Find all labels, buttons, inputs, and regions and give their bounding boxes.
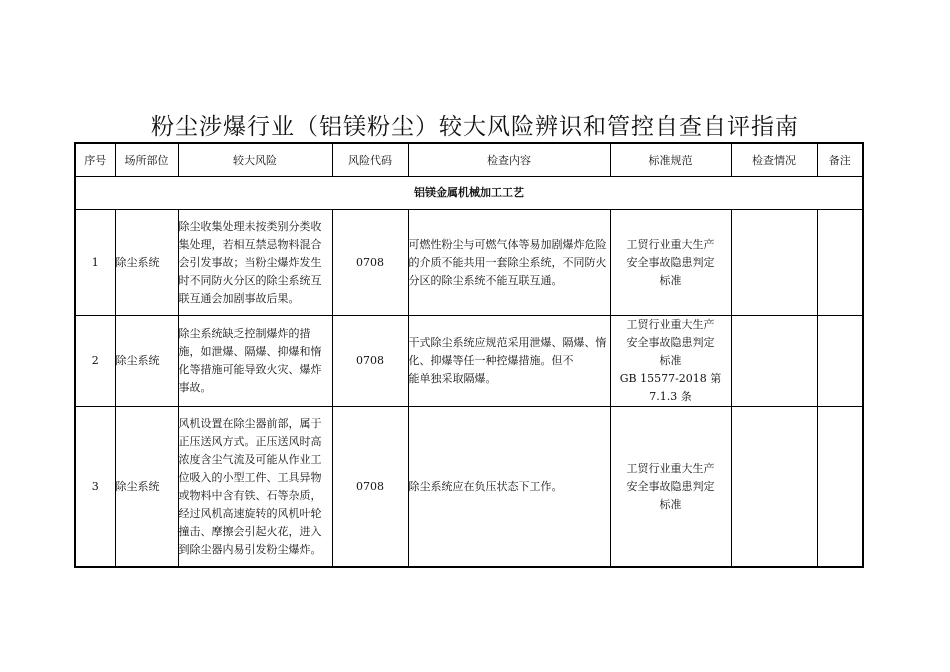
- row-content: 除尘系统应在负压状态下工作。: [408, 407, 610, 568]
- table-row: [75, 316, 863, 407]
- row-check[interactable]: [731, 316, 817, 407]
- row-note[interactable]: [817, 210, 863, 316]
- row-location: 除尘系统: [115, 316, 178, 407]
- row-location: 除尘系统: [115, 407, 178, 568]
- header-location: 场所部位: [115, 143, 178, 177]
- row-note[interactable]: [817, 316, 863, 407]
- table-row: [75, 407, 863, 568]
- header-check: 检查情况: [731, 143, 817, 177]
- header-code: 风险代码: [332, 143, 408, 177]
- section-title: 铝镁金属机械加工工艺: [75, 177, 863, 210]
- header-content: 检查内容: [408, 143, 610, 177]
- row-standard: 工贸行业重大生产 安全事故隐患判定 标准: [610, 210, 731, 316]
- row-code: 0708: [332, 407, 408, 568]
- row-standard: 工贸行业重大生产 安全事故隐患判定 标准 GB 15577-2018 第 7.1.3 条: [610, 316, 731, 407]
- risk-checklist-table: [74, 142, 864, 568]
- row-no: 1: [75, 210, 115, 316]
- row-risk: 除尘收集处理未按类别分类收集处理，若相互禁忌物料混合会引发事故；当粉尘爆炸发生时不同防火分区的除尘系统互联互通会加剧事故后果。: [178, 210, 332, 316]
- row-content: 可燃性粉尘与可燃气体等易加剧爆炸危险的介质不能共用一套除尘系统，不同防火分区的除尘系统不能互联互通。: [408, 210, 610, 316]
- row-no: 2: [75, 316, 115, 407]
- header-no: 序号: [75, 143, 115, 177]
- row-location: 除尘系统: [115, 210, 178, 316]
- row-check[interactable]: [731, 210, 817, 316]
- header-note: 备注: [817, 143, 863, 177]
- row-content: 干式除尘系统应规范采用泄爆、隔爆、惰化、抑爆等任一种控爆措施。但不 能单独采取隔爆。: [408, 316, 610, 407]
- header-standard: 标准规范: [610, 143, 731, 177]
- section-row: [75, 177, 863, 210]
- page-title: 粉尘涉爆行业（铝镁粉尘）较大风险辨识和管控自查自评指南: [151, 114, 799, 140]
- row-risk: 除尘系统缺乏控制爆炸的措施，如泄爆、隔爆、抑爆和惰化等措施可能导致火灾、爆炸事故。: [178, 316, 332, 407]
- row-risk: 风机设置在除尘器前部，属于正压送风方式。正压送风时高浓度含尘气流及可能从作业工位吸入的小型工件、工具异物或物料中含有铁、石等杂质，经过风机高速旋转的风机叶轮撞击、摩擦会引起火花，进入到除尘器内易引发粉尘爆炸。: [178, 407, 332, 568]
- row-note[interactable]: [817, 407, 863, 568]
- table-row: [75, 210, 863, 316]
- table-header-row: [75, 143, 863, 177]
- row-code: 0708: [332, 316, 408, 407]
- row-check[interactable]: [731, 407, 817, 568]
- header-risk: 较大风险: [178, 143, 332, 177]
- row-standard: 工贸行业重大生产 安全事故隐患判定 标准: [610, 407, 731, 568]
- row-no: 3: [75, 407, 115, 568]
- row-code: 0708: [332, 210, 408, 316]
